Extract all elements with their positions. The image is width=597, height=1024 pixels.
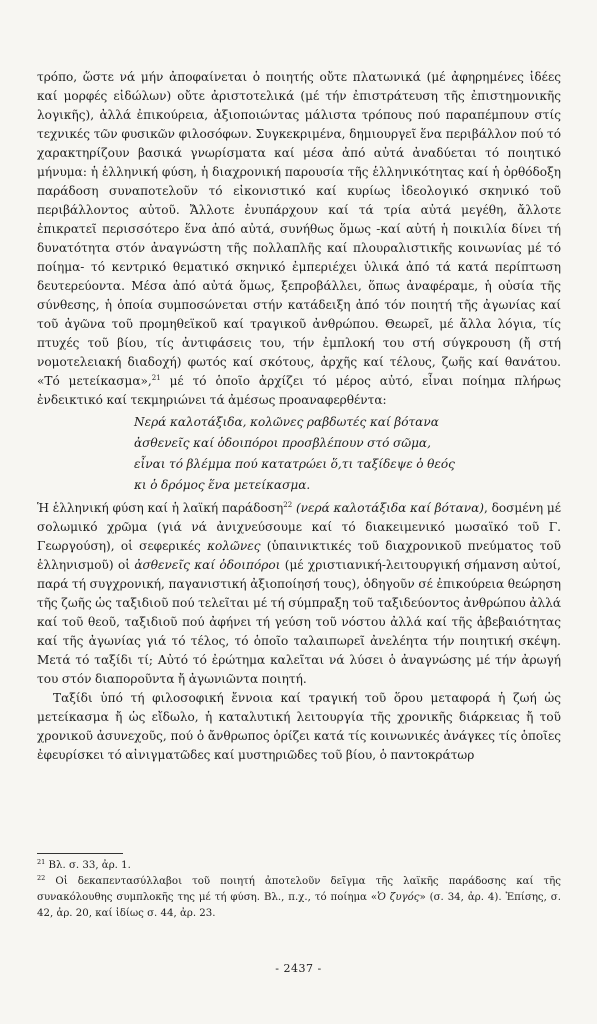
paragraph-3: Ταξίδι ὑπό τή φιλοσοφική ἔννοια καί τραγική τοῦ ὅρου μεταφορά ἡ ζωή ὡς μετείκασμα ἤ ὡς εἴδωλο, ἡ καταλυτική λειτουργία τῆς χρονικῆς διάρκειας ἤ τοῦ χρονικοῦ ἀσυνεχοῦς, πού ὁ ἄνθρωπος ὁρίζει κατά τίς κοινωνικές ἀνάγκες τίς ὁποῖες ἐφευρίσκει τό αἰνιγματῶδες καί μυστηριῶδες τοῦ βίου, ὁ παντοκράτωρ [37,691,561,762]
paragraph-2-italic-b: (νερά καλοτάξιδα καί βότανα) [292,501,484,515]
paragraph-2-text-c: , δοσμένη μέ σολωμικό χρῶμα (γιά νά ἀνιχνεύσουμε καί τό διακειμενικό μωσαϊκό τοῦ Γ. Γεωργούση), οἱ σεφερικές [37,501,561,553]
main-text [37,68,561,765]
footnote-divider [37,853,123,854]
footnote-22-number: 22 [37,874,46,882]
footnotes [37,858,561,922]
poem-quote [134,412,561,496]
footnote-21-text: Βλ. σ. 33, ἀρ. 1. [45,860,131,871]
paragraph-2-text-g: (μέ χριστιανική-λειτουργική σήμανση αὐτοί, παρά τή συγχρονική, παγανιστική ἀξιοποίησή τους), ὁδηγοῦν σέ ἐπικούρεια θεώρηση τῆς ζωῆς ὡς ταξιδιοῦ πού τελεῖται μέ τή σύμπραξη τοῦ ταξιδεύοντος ἀνθρώπου ἀλλά καί τοῦ θεοῦ, ταξιδιοῦ πού ἀφήνει τή γεύση τοῦ νόστου ἀλλά καί τῆς ἀβεβαιότητας καί τῆς ἀγωνίας γιά τό τέλος, τό ὁποῖο ταλαιπωρεῖ ἀνελέητα τήν ποιητική σκέψη. Μετά τό ταξίδι τί; Αὐτό τό ἐρώτημα καλεῖται νά λύσει ὁ ἀναγνώσης μέ τήν ἀρωγή του στόν διαπορoῦντα ἤ ἀγωνιῶντα ποιητή. [37,558,561,686]
footnote-21 [37,858,561,874]
poem-line-3: εἶναι τό βλέμμα πού κατατρώει ὅ,τι ταξίδεψε ὁ θεός [134,457,455,471]
poem-line-1: Νερά καλοτάξιδα, κολῶνες ραβδωτές καί βότανα [134,415,439,429]
footnote-22-poem-title: Ὁ ζυγός [377,892,420,903]
paragraph-2-italic-f: ἀσθενεῖς καί ὁδοιπόροι [134,558,281,572]
footnote-22 [37,874,561,922]
paragraph-2-italic-d: κολῶνες [207,539,261,553]
paragraph-2 [37,499,561,689]
footnote-21-number: 21 [37,858,46,866]
paragraph-1 [37,68,561,410]
footnote-ref-21[interactable]: 21 [151,374,161,382]
paragraph-1-text: τρόπο, ὥστε νά μήν ἀποφαίνεται ὁ ποιητής οὔτε πλατωνικά (μέ ἀφηρημένες ἰδέες καί μορφές εἰδώλων) οὔτε ἀριστοτελικά (μέ τήν ἐπιστράτευση τῆς ἐπιστημονικῆς λογικῆς), ἀλλά ἐπικούρεια, ἀξιοποιώντας μάλιστα τρόπους πού παραπέμπουν στίς τεχνικές τῶν φυσικῶν φιλοσόφων. Συγκεκριμένα, δημιουργεῖ ἕνα περιβάλλον πού τό χαρακτηρίζουν βασικά γνωρίσματα καί μέσα ἀπό αὐτά ἀναδύεται τό ποιητικό μήνυμα: ἡ ἑλληνική φύση, ἡ διαχρονική παρουσία τῆς ἑλληνικότητας καί ἡ ὀρθόδοξη παράδοση συναποτελοῦν τό εἰκονιστικό καί κυρίως ἰδεολογικό σκηνικό τοῦ περιβάλλοντος αὐτοῦ. Ἄλλοτε ἐνυπάρχουν καί τά τρία αὐτά μεγέθη, ἄλλοτε ἐπικρατεῖ περισσότερο ἕνα ἀπό αὐτά, συνήθως ὅμως -καί αὐτή ἡ ποικιλία δίνει τή δυνατότητα στόν ἀναγνώστη τῆς πολλαπλῆς καί πλουραλιστικῆς κοινωνίας μέ τό ποίημα- τό κεντρικό θεματικό σκηνικό ἐμπεριέχει ὑλικά ἀπό τά κατά περίπτωση δευτερεύοντα. Μέσα ἀπό αὐτά ὅμως, ξεπροβάλλει, ὅπως ἀναφέραμε, ἡ οὐσία τῆς σύνθεσης, ἡ ὁποία συμποσώνεται στήν κατάδειξη ἀπό τόν ποιητή τῆς ἀγωνίας καί τοῦ ἀγῶνα τοῦ προμηθεϊκοῦ καί τραγικοῦ ἀνθρώπου. Θεωρεῖ, μέ ἄλλα λόγια, τίς πτυχές τοῦ βίου, τίς ἀντιφάσεις του, τήν ἐμπλοκή του στή σύγκρουση (ἤ στή νομοτελειακή διαδοχή) φωτός καί σκότους, ἀρχῆς καί τέλους, ζωῆς καί θανάτου. «Τό μετείκασμα», [37,70,561,388]
poem-line-4: κι ὁ δρόμος ἕνα μετείκασμα. [134,478,311,492]
footnote-22-text: Οἱ δεκαπεντασύλλαβοι τοῦ ποιητή ἀποτελοῦν δεῖγμα τῆς λαϊκῆς παράδοσης καί τῆς συνακόλουθης συμπλοκῆς της μέ τή φύση. Βλ., π.χ., τό ποίημα « [37,876,561,903]
poem-line-2: ἀσθενεῖς καί ὁδοιπόροι προσβλέπουν στό σῶμα, [134,436,431,450]
page-number: - 2437 - [275,962,322,975]
paragraph-2-text-e: (ὑπαινικτικές τοῦ διαχρονικοῦ πνεύματος τοῦ ἑλληνισμοῦ) οἱ [37,539,561,572]
paragraph-1-tail: μέ τό ὁποῖο ἀρχίζει τό μέρος αὐτό, εἶναι ποίημα πλήρως ἐνδεικτικό καί τεκμηριώνει τά ἀμέσως προαναφερθέντα: [37,374,561,407]
footnote-22-text-2: » (σ. 34, ἀρ. 4). Ἐπίσης, σ. 42, ἀρ. 20, καί ἰδίως σ. 44, ἀρ. 23. [37,892,561,919]
footnote-ref-22[interactable]: 22 [283,501,293,509]
body-text [37,68,561,765]
paragraph-2-text-a: Ἡ ἑλληνική φύση καί ἡ λαϊκή παράδοση [37,501,284,515]
